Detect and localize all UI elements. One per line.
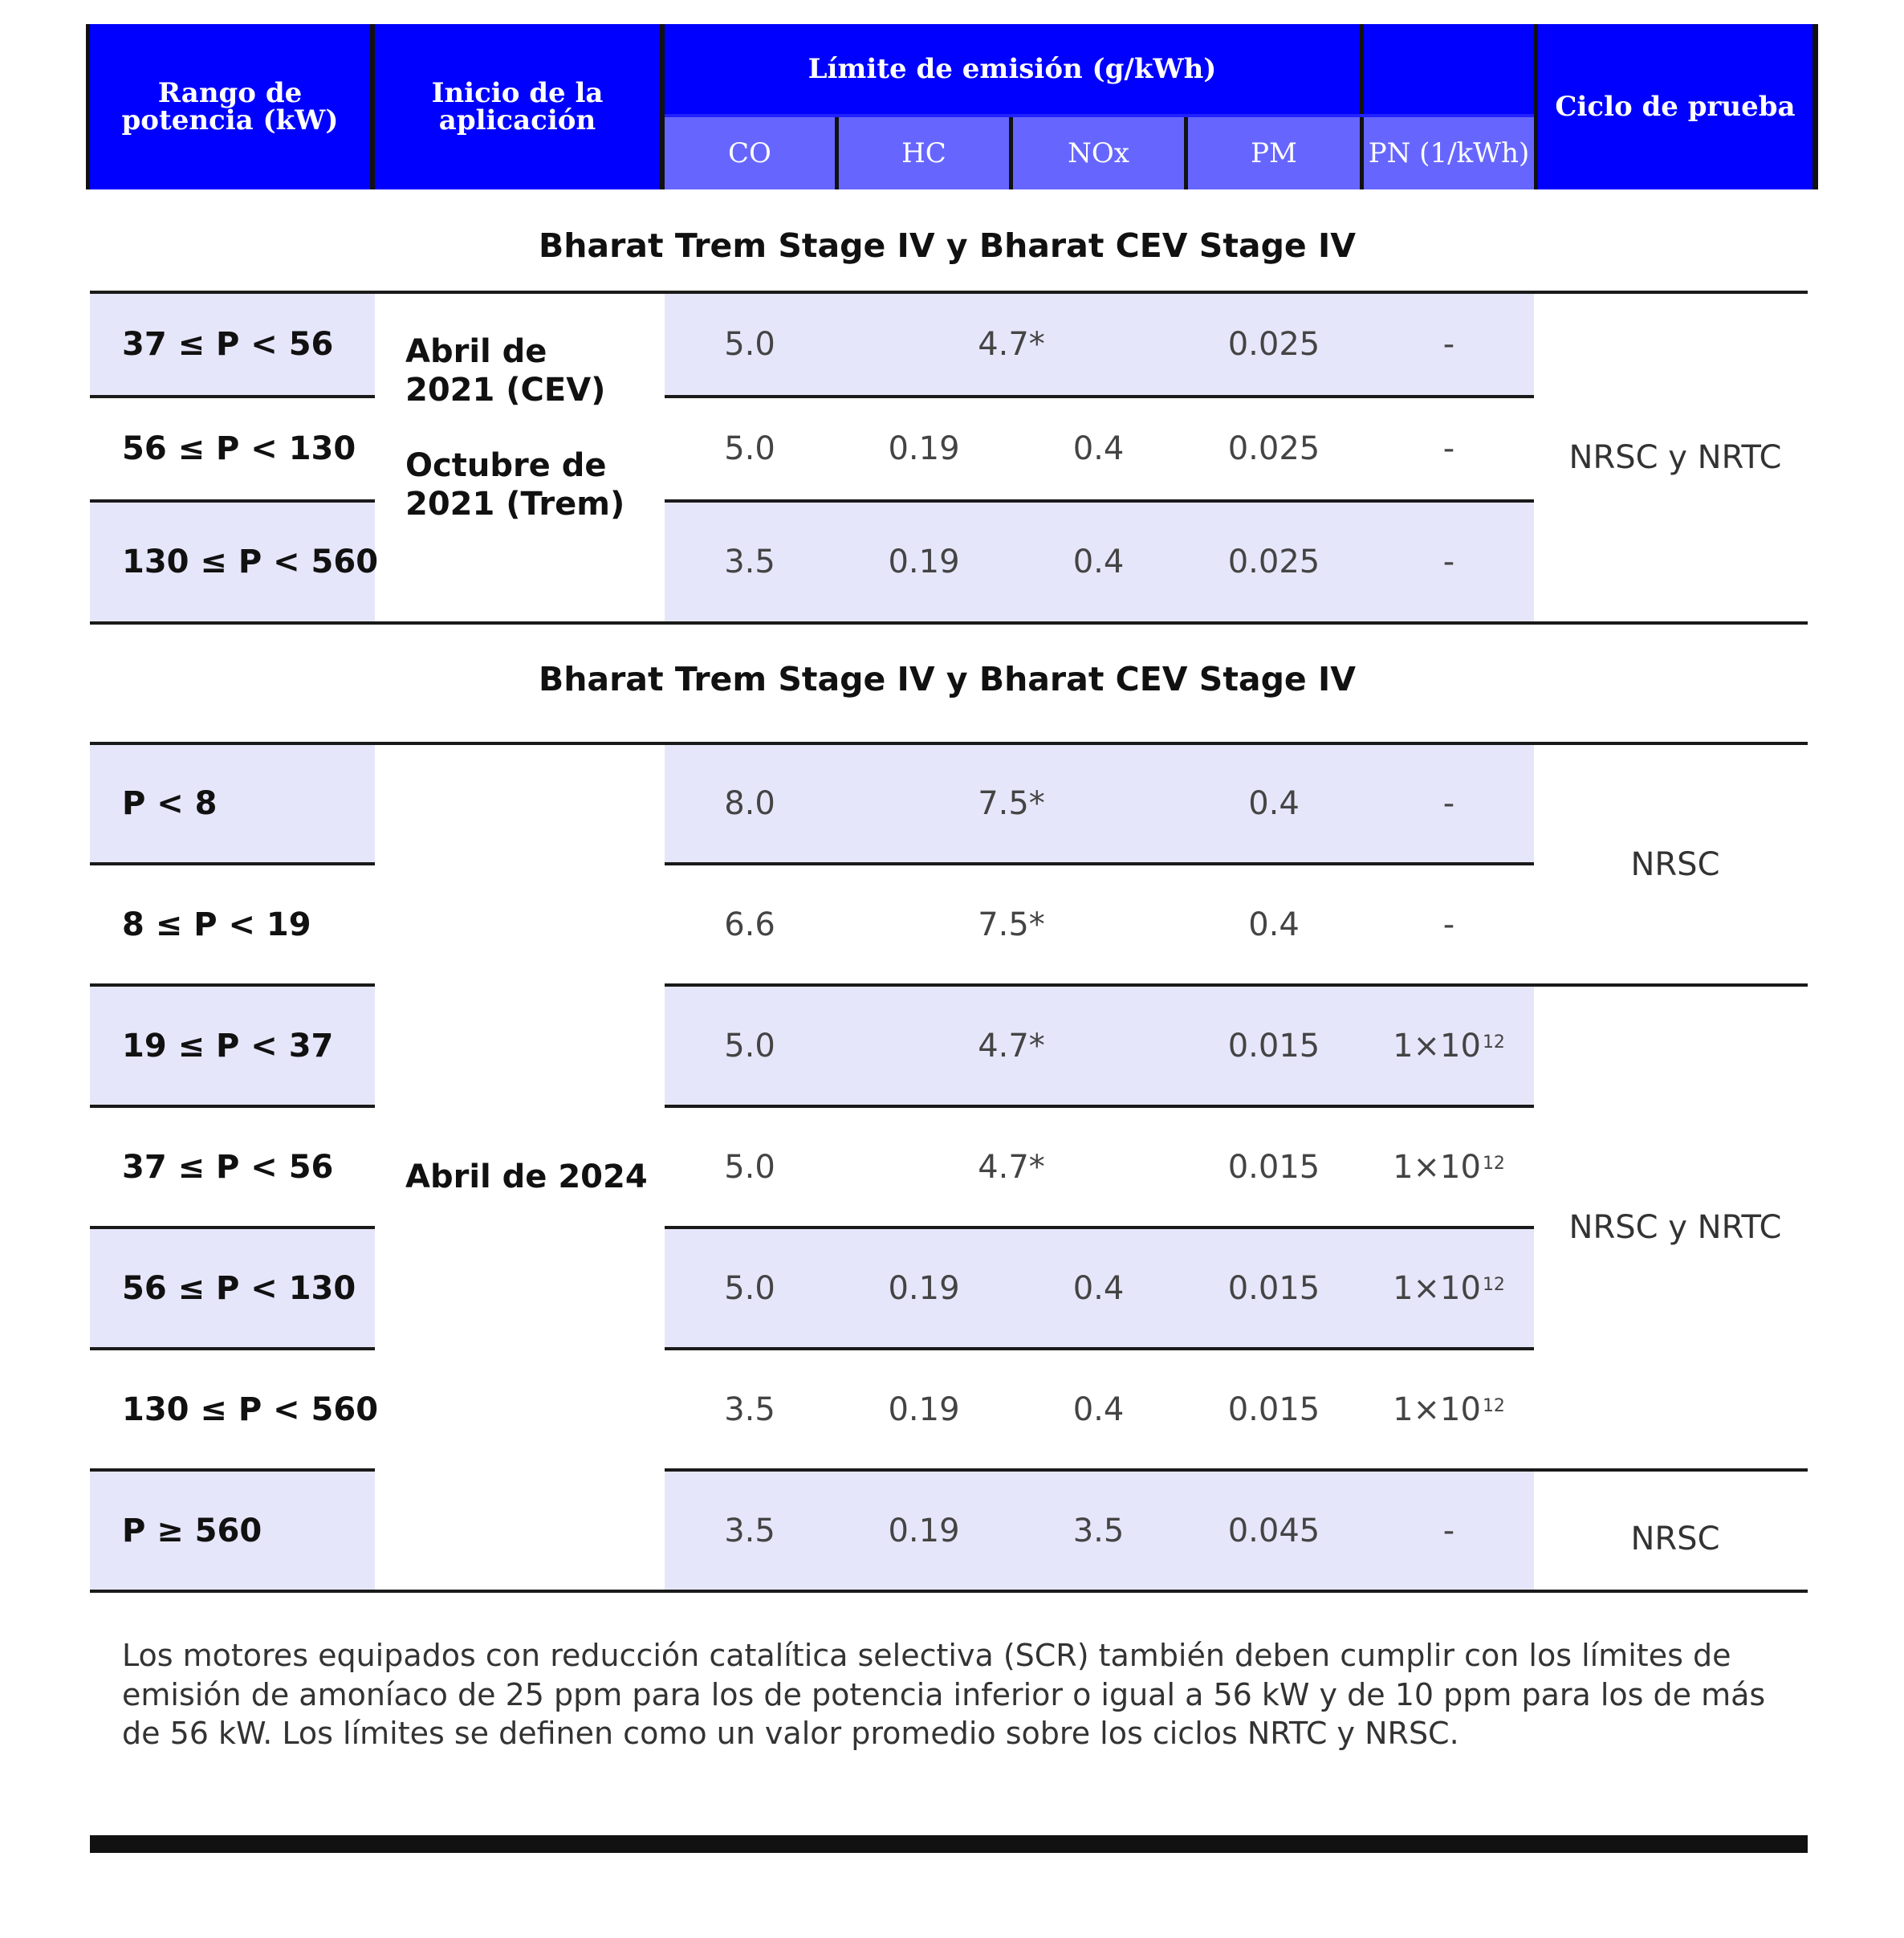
pn-exponent: 12: [1482, 1154, 1505, 1174]
header-emission-limit: [665, 24, 1360, 114]
pm-value: 0.045: [1227, 1512, 1320, 1549]
hc-value: 0.19: [888, 1512, 960, 1549]
header-test-cycle-label: Ciclo de prueba: [1555, 91, 1796, 123]
nox-value: 0.4: [1072, 1390, 1125, 1428]
nox-value: 3.5: [1072, 1512, 1125, 1549]
pn-value: [1364, 1350, 1534, 1468]
pn-value: -: [1442, 785, 1455, 822]
nox-value: 0.4: [1072, 430, 1125, 467]
pm-value: 0.4: [1248, 906, 1300, 943]
co-value: 8.0: [724, 785, 775, 822]
pn-value: [1364, 987, 1534, 1105]
power-range-cell: 37 ≤ P < 56: [122, 1148, 334, 1186]
start-date-cev: Abril de 2021 (CEV): [405, 333, 606, 409]
header-test-cycle: [1538, 24, 1812, 189]
pn-value: -: [1442, 1512, 1455, 1549]
section1-title: Bharat Trem Stage IV y Bharat CEV Stage IV: [538, 226, 1356, 265]
test-cycle-cell: NRSC y NRTC: [1568, 1209, 1782, 1246]
co-value: 3.5: [724, 544, 775, 580]
hc-value: 0.19: [888, 1269, 960, 1307]
header-hc: [839, 117, 1009, 189]
pn-value: -: [1442, 544, 1455, 580]
co-value: 3.5: [724, 1512, 775, 1549]
pn-value: [1364, 1229, 1534, 1347]
pm-value: 0.015: [1227, 1269, 1320, 1307]
pn-value: -: [1442, 906, 1455, 943]
header-start: [375, 24, 660, 189]
co-value: 5.0: [724, 1269, 775, 1307]
hc-nox-value: 4.7*: [978, 1148, 1045, 1186]
power-range-cell: P ≥ 560: [122, 1512, 262, 1549]
pm-value: 0.4: [1248, 785, 1300, 822]
header-emission-limit-label: Límite de emisión (g/kWh): [808, 53, 1217, 85]
pn-exponent: 12: [1482, 1396, 1505, 1416]
header-power-range: [90, 24, 370, 189]
co-value: 5.0: [724, 430, 775, 467]
hc-value: 0.19: [888, 544, 960, 580]
pm-value: 0.015: [1227, 1390, 1320, 1428]
hc-value: 0.19: [888, 1390, 960, 1428]
co-value: 5.0: [724, 326, 775, 363]
header-start-label: Inicio de la aplicación: [431, 77, 604, 136]
pn-exponent: 12: [1482, 1275, 1505, 1295]
start-date-trem: Octubre de 2021 (Trem): [405, 447, 625, 523]
header-co-label: CO: [728, 137, 771, 169]
pm-value: 0.025: [1227, 326, 1320, 363]
power-range-cell: 37 ≤ P < 56: [122, 326, 334, 363]
pn-value: [1364, 1108, 1534, 1226]
header-nox: [1013, 117, 1184, 189]
pn-value: -: [1442, 430, 1455, 467]
power-range-cell: P < 8: [122, 785, 218, 822]
hc-nox-value: 4.7*: [978, 326, 1045, 363]
nox-value: 0.4: [1072, 544, 1125, 580]
header-pm-label: PM: [1251, 137, 1297, 169]
pn-base: 1×10: [1393, 1390, 1481, 1428]
power-range-cell: 130 ≤ P < 560: [122, 544, 379, 580]
test-cycle-cell: NRSC: [1630, 845, 1720, 883]
hc-nox-value: 4.7*: [978, 1027, 1045, 1065]
section2-title: Bharat Trem Stage IV y Bharat CEV Stage IV: [538, 660, 1356, 698]
pn-value: -: [1442, 326, 1455, 363]
pn-base: 1×10: [1393, 1148, 1481, 1186]
bottom-bar: [90, 1835, 1808, 1853]
pm-value: 0.015: [1227, 1148, 1320, 1186]
header-pn: [1364, 117, 1534, 189]
hc-nox-value: 7.5*: [978, 785, 1045, 822]
co-value: 3.5: [724, 1390, 775, 1428]
pm-value: 0.025: [1227, 544, 1320, 580]
header-pm: [1188, 117, 1360, 189]
header-hc-label: HC: [901, 137, 946, 169]
co-value: 5.0: [724, 1027, 775, 1065]
header-pn-label: PN (1/kWh): [1368, 137, 1530, 169]
pn-base: 1×10: [1393, 1269, 1481, 1307]
test-cycle-cell: NRSC: [1630, 1520, 1720, 1557]
hc-value: 0.19: [888, 430, 960, 467]
header-blank: [1364, 24, 1534, 114]
co-value: 6.6: [724, 906, 775, 943]
co-value: 5.0: [724, 1148, 775, 1186]
header-power-range-label: Rango de potencia (kW): [121, 77, 339, 136]
power-range-cell: 8 ≤ P < 19: [122, 906, 311, 943]
pn-base: 1×10: [1393, 1027, 1481, 1065]
power-range-cell: 19 ≤ P < 37: [122, 1027, 334, 1065]
footnote: Los motores equipados con reducción catalítica selectiva (SCR) también deben cumplir con los límites de emisión de amoníaco de 25 ppm para los de potencia inferior o igual a 56 kW y de 10 ppm para los de más de 56 kW. Los límites se definen como un valor promedio sobre los ciclos NRTC y NRSC.: [122, 1638, 1766, 1752]
rule: [90, 621, 1808, 625]
nox-value: 0.4: [1072, 1269, 1125, 1307]
hc-nox-value: 7.5*: [978, 906, 1045, 943]
power-range-cell: 56 ≤ P < 130: [122, 1269, 356, 1307]
power-range-cell: 130 ≤ P < 560: [122, 1390, 379, 1428]
test-cycle-cell: NRSC y NRTC: [1568, 439, 1782, 476]
start-date-2024: Abril de 2024: [405, 1158, 648, 1195]
pn-exponent: 12: [1482, 1032, 1505, 1052]
header-co: [665, 117, 835, 189]
header-nox-label: NOx: [1068, 137, 1129, 169]
pm-value: 0.025: [1227, 430, 1320, 467]
pm-value: 0.015: [1227, 1027, 1320, 1065]
power-range-cell: 56 ≤ P < 130: [122, 430, 356, 467]
